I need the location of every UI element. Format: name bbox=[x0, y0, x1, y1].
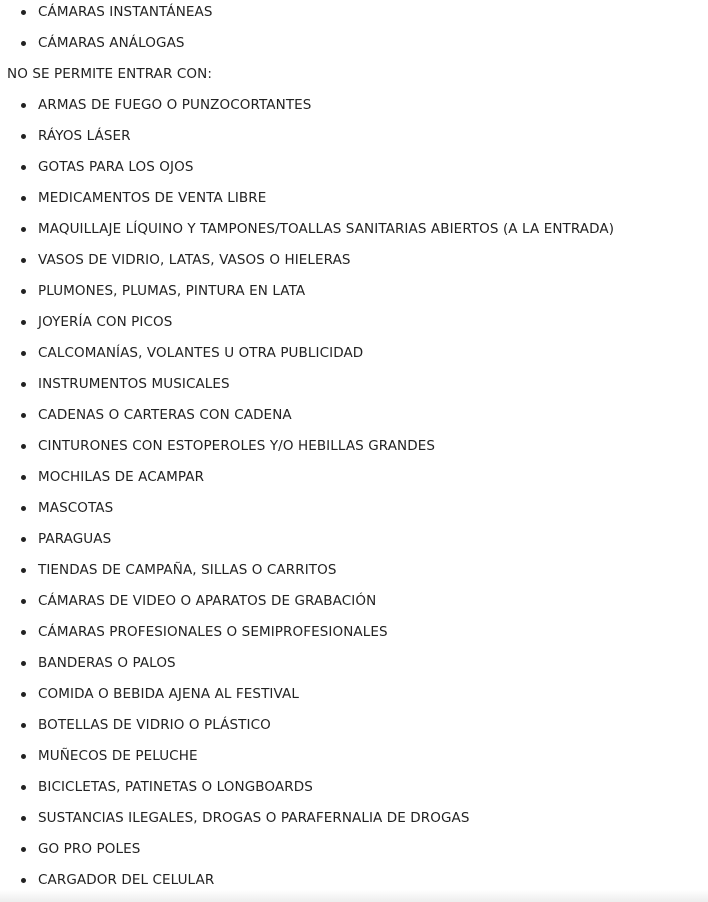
list-item bbox=[0, 127, 614, 158]
bullet-icon bbox=[21, 878, 26, 883]
list-item bbox=[0, 437, 614, 468]
list-item bbox=[0, 282, 614, 313]
list-item bbox=[0, 375, 614, 406]
bullet-icon bbox=[21, 785, 26, 790]
bullet-icon bbox=[21, 258, 26, 263]
list-item bbox=[0, 778, 614, 809]
list-item-text: PARAGUAS bbox=[38, 531, 112, 547]
list-item-text: MASCOTAS bbox=[38, 500, 114, 516]
bullet-icon bbox=[21, 661, 26, 666]
list-item-text: BANDERAS O PALOS bbox=[38, 655, 176, 671]
bullet-icon bbox=[21, 475, 26, 480]
list-item-text: INSTRUMENTOS MUSICALES bbox=[38, 376, 230, 392]
list-item-text: COMIDA O BEBIDA AJENA AL FESTIVAL bbox=[38, 686, 299, 702]
list-item bbox=[0, 623, 614, 654]
list-item-text: MOCHILAS DE ACAMPAR bbox=[38, 469, 205, 485]
list-item-text: CALCOMANÍAS, VOLANTES U OTRA PUBLICIDAD bbox=[38, 345, 364, 361]
list-item bbox=[0, 96, 614, 127]
bullet-icon bbox=[21, 413, 26, 418]
list-item-text: MAQUILLAJE LÍQUINO Y TAMPONES/TOALLAS SANITARIAS ABIERTOS (A LA ENTRADA) bbox=[38, 221, 615, 237]
bullet-icon bbox=[21, 382, 26, 387]
list-item bbox=[0, 530, 614, 561]
list-item-text: GOTAS PARA LOS OJOS bbox=[38, 159, 194, 175]
bullet-icon bbox=[21, 723, 26, 728]
list-item bbox=[0, 313, 614, 344]
list-item bbox=[0, 716, 614, 747]
list-item-text: CÁMARAS PROFESIONALES O SEMIPROFESIONALES bbox=[38, 624, 388, 640]
list-item-text: CARGADOR DEL CELULAR bbox=[38, 872, 215, 888]
list-item bbox=[0, 220, 614, 251]
bullet-icon bbox=[21, 847, 26, 852]
bullet-icon bbox=[21, 444, 26, 449]
list-item bbox=[0, 499, 614, 530]
prohibited-heading: NO SE PERMITE ENTRAR CON: bbox=[7, 66, 212, 82]
list-item-text: CINTURONES CON ESTOPEROLES Y/O HEBILLAS GRANDES bbox=[38, 438, 436, 454]
list-item-text: MUÑECOS DE PELUCHE bbox=[38, 748, 198, 764]
list-item bbox=[0, 344, 614, 375]
bullet-icon bbox=[21, 165, 26, 170]
list-item-text: PLUMONES, PLUMAS, PINTURA EN LATA bbox=[38, 283, 306, 299]
list-item-text: ARMAS DE FUEGO O PUNZOCORTANTES bbox=[38, 97, 312, 113]
list-item bbox=[0, 747, 614, 778]
list-item-text: BICICLETAS, PATINETAS O LONGBOARDS bbox=[38, 779, 313, 795]
list-item-text: CÁMARAS DE VIDEO O APARATOS DE GRABACIÓN bbox=[38, 593, 377, 609]
list-item bbox=[0, 158, 614, 189]
bullet-icon bbox=[21, 816, 26, 821]
bullet-icon bbox=[21, 103, 26, 108]
list-item bbox=[0, 251, 614, 282]
list-item-text: CÁMARAS INSTANTÁNEAS bbox=[38, 4, 213, 20]
list-item-text: BOTELLAS DE VIDRIO O PLÁSTICO bbox=[38, 717, 271, 733]
list-item bbox=[0, 3, 213, 34]
list-item-text: CÁMARAS ANÁLOGAS bbox=[38, 35, 185, 51]
bullet-icon bbox=[21, 537, 26, 542]
list-item-text: VASOS DE VIDRIO, LATAS, VASOS O HIELERAS bbox=[38, 252, 351, 268]
list-item bbox=[0, 406, 614, 437]
allowed-items-list bbox=[0, 3, 213, 65]
bullet-icon bbox=[21, 692, 26, 697]
bullet-icon bbox=[21, 351, 26, 356]
list-item-text: SUSTANCIAS ILEGALES, DROGAS O PARAFERNALIA DE DROGAS bbox=[38, 810, 470, 826]
list-item-text: MEDICAMENTOS DE VENTA LIBRE bbox=[38, 190, 267, 206]
list-item-text: CADENAS O CARTERAS CON CADENA bbox=[38, 407, 292, 423]
prohibited-items-list bbox=[0, 96, 614, 902]
bullet-icon bbox=[21, 41, 26, 46]
list-item bbox=[0, 468, 614, 499]
list-item bbox=[0, 189, 614, 220]
bullet-icon bbox=[21, 227, 26, 232]
list-item bbox=[0, 654, 614, 685]
bullet-icon bbox=[21, 754, 26, 759]
bottom-fade bbox=[0, 890, 708, 902]
list-item-text: RÁYOS LÁSER bbox=[38, 128, 131, 144]
list-item bbox=[0, 809, 614, 840]
list-item bbox=[0, 592, 614, 623]
bullet-icon bbox=[21, 506, 26, 511]
list-item bbox=[0, 840, 614, 871]
bullet-icon bbox=[21, 630, 26, 635]
list-item bbox=[0, 34, 213, 65]
list-item-text: TIENDAS DE CAMPAÑA, SILLAS O CARRITOS bbox=[38, 562, 337, 578]
list-item bbox=[0, 685, 614, 716]
bullet-icon bbox=[21, 599, 26, 604]
list-item-text: JOYERÍA CON PICOS bbox=[38, 314, 173, 330]
bullet-icon bbox=[21, 289, 26, 294]
bullet-icon bbox=[21, 320, 26, 325]
bullet-icon bbox=[21, 568, 26, 573]
list-item-text: GO PRO POLES bbox=[38, 841, 141, 857]
list-item bbox=[0, 561, 614, 592]
bullet-icon bbox=[21, 134, 26, 139]
bullet-icon bbox=[21, 10, 26, 15]
bullet-icon bbox=[21, 196, 26, 201]
